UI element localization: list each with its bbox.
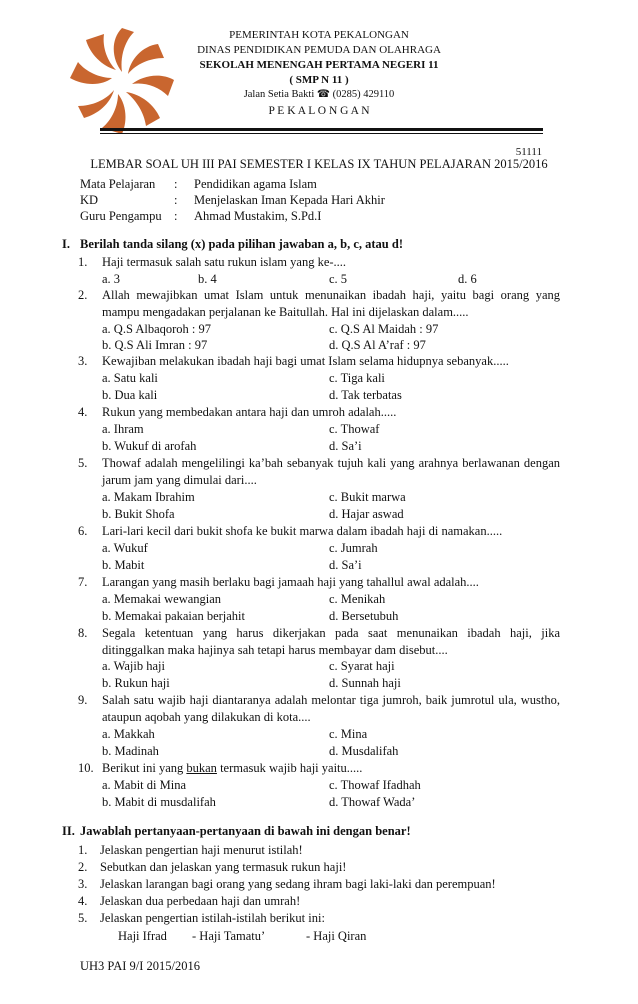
option-b: b. Madinah: [102, 744, 159, 758]
option-a: a. Makam Ibrahim: [102, 490, 195, 504]
option-c: c. Jumrah: [329, 541, 378, 555]
question-number: 1.: [78, 255, 88, 269]
essay-text: Jelaskan dua perbedaan haji dan umrah!: [100, 894, 301, 908]
essay-text: Sebutkan dan jelaskan yang termasuk rukun haji!: [100, 860, 347, 874]
section-2-heading: [62, 824, 411, 839]
meta-label: Mata Pelajaran: [80, 177, 156, 191]
option-a: a. Wajib haji: [102, 659, 165, 673]
question-number: 10.: [78, 761, 94, 775]
question-text: Haji termasuk salah satu rukun islam yang ke-....: [102, 255, 347, 269]
essay-number: 4.: [78, 894, 88, 908]
header-school-name: SEKOLAH MENENGAH PERTAMA NEGERI 11: [199, 59, 439, 71]
option-b: b. Mabit di musdalifah: [102, 795, 216, 809]
question-text: Allah mewajibkan umat Islam untuk menunaikan ibadah haji, yaitu bagi orang yang mampu mengadakan perjalanan ke Baitullah. Hal ini dijelaskan dalam.....: [102, 288, 560, 319]
option-b: b. Rukun haji: [102, 676, 170, 690]
option-c: c. Thowaf Ifadhah: [329, 778, 421, 792]
question-1: [78, 254, 560, 271]
question-number: 7.: [78, 575, 88, 589]
option-a: a. Satu kali: [102, 371, 158, 385]
essay-term-ifrad: Haji Ifrad: [118, 929, 167, 943]
option-c: c. Bukit marwa: [329, 490, 406, 504]
essay-3: [78, 876, 496, 892]
document-code: 51111: [515, 146, 542, 158]
essay-number: 5.: [78, 911, 88, 925]
question-7: [78, 574, 560, 591]
meta-colon: :: [174, 193, 178, 207]
option-d: d. Thowaf Wada’: [329, 795, 416, 809]
meta-value: Pendidikan agama Islam: [194, 177, 317, 191]
option-a: a. Ihram: [102, 422, 144, 436]
option-c: c. Tiga kali: [329, 371, 385, 385]
question-5: [78, 455, 560, 488]
option-b: b. Mabit: [102, 558, 145, 572]
option-a: a. Memakai wewangian: [102, 592, 222, 606]
question-text: [102, 760, 560, 777]
question-3: [78, 353, 560, 370]
meta-colon: :: [174, 209, 178, 223]
option-c: c. Syarat haji: [329, 659, 395, 673]
header-rule-thin: [100, 133, 543, 134]
essay-text: Jelaskan pengertian haji menurut istilah!: [100, 843, 303, 857]
question-8: [78, 625, 560, 658]
option-b: b. Bukit Shofa: [102, 507, 175, 521]
question-number: 2.: [78, 288, 88, 302]
question-text: Salah satu wajib haji diantaranya adalah melontar tiga jumroh, baik jumrotul ula, wustho, ataupun aqobah yang dilakukan di kota....: [102, 693, 560, 724]
option-a: a. Mabit di Mina: [102, 778, 187, 792]
option-a: a. 3: [102, 272, 121, 286]
essay-5: [78, 910, 325, 926]
essay-text: Jelaskan pengertian istilah-istilah berikut ini:: [100, 911, 325, 925]
option-d: d. Tak terbatas: [329, 388, 402, 402]
essay-2: [78, 859, 346, 875]
section-1-heading: [62, 237, 403, 252]
header-line1: PEMERINTAH KOTA PEKALONGAN: [229, 29, 409, 41]
question-10: [78, 760, 560, 777]
question-6: [78, 523, 560, 540]
essay-text: Jelaskan larangan bagi orang yang sedang ihram bagi laki-laki dan perempuan!: [100, 877, 496, 891]
section-title: Berilah tanda silang (x) pada pilihan jawaban a, b, c, atau d!: [80, 237, 403, 251]
option-c: c. Q.S Al Maidah : 97: [329, 322, 439, 336]
option-b: b. Memakai pakaian berjahit: [102, 609, 245, 623]
meta-row-kd: [80, 192, 385, 208]
section-number: II.: [62, 824, 75, 838]
essay-term-tamatu: - Haji Tamatu’: [192, 929, 266, 943]
essay-term-qiran: - Haji Qiran: [306, 929, 367, 943]
essay-number: 1.: [78, 843, 88, 857]
question-text: Rukun yang membedakan antara haji dan umroh adalah.....: [102, 405, 397, 419]
option-d: d. Sa’i: [329, 558, 362, 572]
header-city: P E K A L O N G A N: [268, 105, 370, 117]
essay-1: [78, 842, 303, 858]
header-address: Jalan Setia Bakti ☎ (0285) 429110: [243, 89, 395, 100]
option-b: b. Wukuf di arofah: [102, 439, 197, 453]
question-text: Lari-lari kecil dari bukit shofa ke bukit marwa dalam ibadah haji di namakan.....: [102, 524, 503, 538]
question-text: Larangan yang masih berlaku bagi jamaah haji yang tahallul awal adalah....: [102, 575, 479, 589]
option-b: b. Dua kali: [102, 388, 158, 402]
question-number: 4.: [78, 405, 88, 419]
option-c: c. Mina: [329, 727, 368, 741]
question-text: Kewajiban melakukan ibadah haji bagi umat Islam selama hidupnya sebanyak.....: [102, 354, 509, 368]
meta-colon: :: [174, 177, 178, 191]
question-text: Thowaf adalah mengelilingi ka’bah sebanyak tujuh kali yang arahnya berlawanan dengan jarum jam yang dimulai dari....: [102, 456, 560, 487]
question-2: [78, 287, 560, 320]
question-text-part: termasuk wajib haji yaitu.....: [216, 761, 363, 775]
meta-value: Menjelaskan Iman Kepada Hari Akhir: [194, 193, 385, 207]
option-c: c. Menikah: [329, 592, 386, 606]
option-c: c. 5: [329, 272, 348, 286]
option-a: a. Makkah: [102, 727, 155, 741]
option-c: c. Thowaf: [329, 422, 380, 436]
header-school-abbr: ( SMP N 11 ): [289, 74, 349, 86]
question-number: 6.: [78, 524, 88, 538]
question-number: 3.: [78, 354, 88, 368]
option-d: d. Hajar aswad: [329, 507, 404, 521]
header-line2: DINAS PENDIDIKAN PEMUDA DAN OLAHRAGA: [197, 44, 441, 56]
option-a: a. Wukuf: [102, 541, 148, 555]
header-rule-thick: [100, 128, 543, 131]
essay-number: 2.: [78, 860, 88, 874]
option-d: d. Bersetubuh: [329, 609, 399, 623]
meta-row-teacher: [80, 208, 321, 224]
question-text: Segala ketentuan yang harus dikerjakan pada saat menunaikan ibadah haji, jika ditinggalkan maka hajinya sah tetapi harus membayar dam disebut....: [102, 626, 560, 657]
underlined-word: bukan: [186, 761, 217, 775]
question-number: 9.: [78, 693, 88, 707]
sheet-title: LEMBAR SOAL UH III PAI SEMESTER I KELAS IX TAHUN PELAJARAN 2015/2016: [90, 157, 548, 171]
meta-label: KD: [80, 193, 99, 207]
question-4: [78, 404, 560, 421]
option-a: a. Q.S Albaqoroh : 97: [102, 322, 212, 336]
meta-value: Ahmad Mustakim, S.Pd.I: [194, 209, 322, 223]
option-d: d. Sunnah haji: [329, 676, 401, 690]
footer-code: UH3 PAI 9/I 2015/2016: [80, 959, 201, 973]
option-d: d. 6: [458, 272, 477, 286]
meta-label: Guru Pengampu: [80, 209, 162, 223]
option-b: b. 4: [198, 272, 217, 286]
question-number: 5.: [78, 456, 88, 470]
question-9: [78, 692, 560, 725]
section-title: Jawablah pertanyaan-pertanyaan di bawah ini dengan benar!: [80, 824, 411, 838]
essay-number: 3.: [78, 877, 88, 891]
question-number: 8.: [78, 626, 88, 640]
meta-row-subject: [80, 176, 317, 192]
option-d: d. Sa’i: [329, 439, 362, 453]
option-b: b. Q.S Ali Imran : 97: [102, 338, 208, 352]
option-d: d. Musdalifah: [329, 744, 399, 758]
question-text-part: Berikut ini yang: [102, 761, 187, 775]
section-number: I.: [62, 237, 70, 251]
option-d: d. Q.S Al A’raf : 97: [329, 338, 426, 352]
essay-4: [78, 893, 300, 909]
